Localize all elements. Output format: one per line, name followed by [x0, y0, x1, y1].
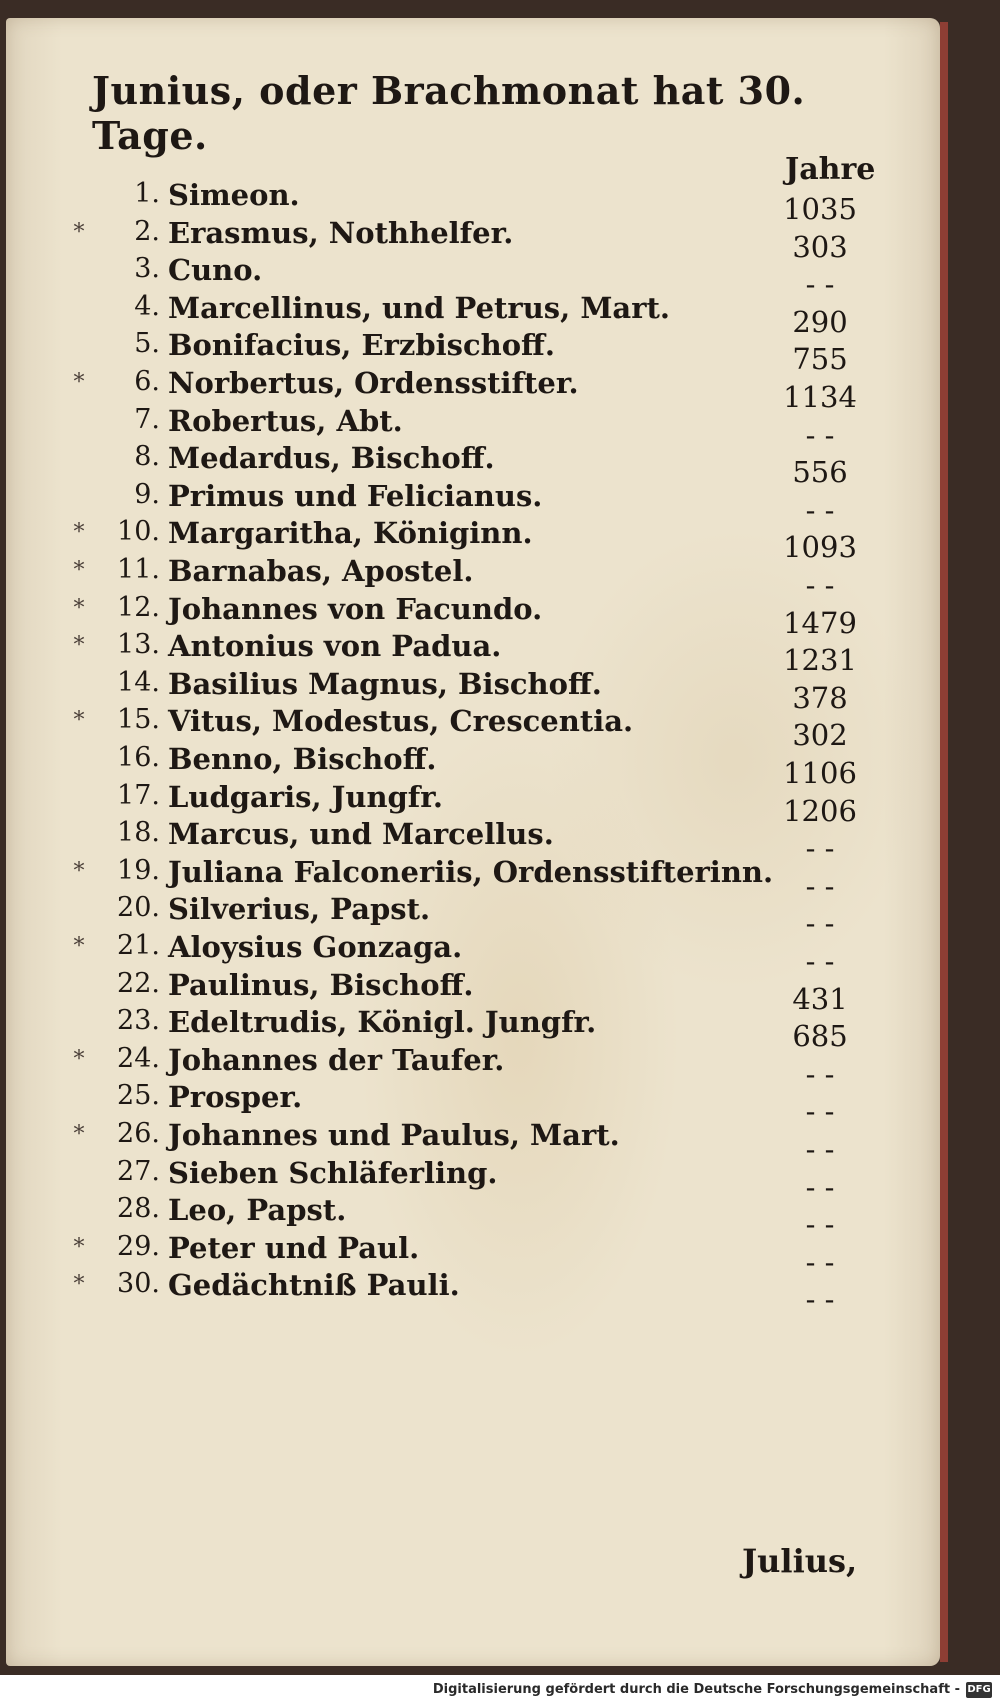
feast-star-icon: *	[73, 1272, 85, 1297]
day-number: 13.	[117, 629, 160, 660]
day-number: 25.	[117, 1080, 160, 1111]
year-value: - -	[805, 1132, 835, 1166]
day-number: 2.	[134, 216, 160, 247]
saint-name: Juliana Falconeriis, Ordensstifterinn.	[168, 855, 774, 889]
day-number: 14.	[117, 667, 160, 698]
day-number: 16.	[117, 742, 160, 773]
year-value: - -	[805, 493, 835, 527]
page-heading: Junius, oder Brachmonat hat 30. Tage.	[92, 68, 806, 158]
saint-name: Gedächtniß Pauli.	[168, 1268, 460, 1302]
day-number: 9.	[134, 479, 160, 510]
calendar-row	[0, 667, 940, 715]
day-number: 19.	[117, 855, 160, 886]
feast-star-icon: *	[73, 558, 85, 583]
year-value: 755	[792, 342, 848, 376]
day-number: 18.	[117, 817, 160, 848]
year-value: 1206	[783, 794, 857, 828]
day-number: 27.	[117, 1156, 160, 1187]
day-number: 23.	[117, 1005, 160, 1036]
saint-name: Prosper.	[168, 1080, 303, 1114]
calendar-row	[0, 930, 940, 978]
footer-credit: Digitalisierung gefördert durch die Deutsche Forschungsgemeinschaft -	[432, 1682, 960, 1697]
year-value: - -	[805, 1207, 835, 1241]
calendar-row	[0, 328, 940, 376]
saint-name: Barnabas, Apostel.	[168, 554, 474, 588]
saint-name: Basilius Magnus, Bischoff.	[168, 667, 602, 701]
calendar-row	[0, 704, 940, 752]
calendar-row	[0, 742, 940, 790]
calendar-row	[0, 629, 940, 677]
year-value: - -	[805, 831, 835, 865]
year-value: - -	[805, 906, 835, 940]
feast-star-icon: *	[73, 934, 85, 959]
saint-name: Silverius, Papst.	[168, 892, 431, 926]
year-value: 431	[792, 982, 848, 1016]
year-value: 1093	[783, 530, 857, 564]
saint-name: Antonius von Padua.	[168, 629, 502, 663]
year-value: 1231	[783, 643, 857, 677]
saint-name: Aloysius Gonzaga.	[168, 930, 463, 964]
page-edge	[940, 22, 948, 1662]
day-number: 10.	[117, 516, 160, 547]
calendar-row	[0, 1080, 940, 1128]
year-value: - -	[805, 1170, 835, 1204]
year-value: - -	[805, 1245, 835, 1279]
saint-name: Leo, Papst.	[168, 1193, 347, 1227]
year-value: - -	[805, 1057, 835, 1091]
year-value: 1106	[783, 756, 857, 790]
day-number: 3.	[134, 253, 160, 284]
saint-name: Marcus, und Marcellus.	[168, 817, 554, 851]
saint-name: Robertus, Abt.	[168, 404, 403, 438]
saint-name: Johannes der Taufer.	[168, 1043, 505, 1077]
year-value: - -	[805, 869, 835, 903]
feast-star-icon: *	[73, 1122, 85, 1147]
feast-star-icon: *	[73, 859, 85, 884]
saint-name: Bonifacius, Erzbischoff.	[168, 328, 555, 362]
year-value: 303	[792, 230, 848, 264]
column-header-years: Jahre	[785, 152, 876, 187]
saint-name: Margaritha, Königinn.	[168, 516, 533, 550]
saint-name: Sieben Schläferling.	[168, 1156, 498, 1190]
calendar-row	[0, 1156, 940, 1204]
saint-name: Simeon.	[168, 178, 300, 212]
calendar-row	[0, 1231, 940, 1279]
feast-star-icon: *	[73, 1047, 85, 1072]
year-value: - -	[805, 944, 835, 978]
year-value: - -	[805, 1282, 835, 1316]
day-number: 7.	[134, 404, 160, 435]
day-number: 15.	[117, 704, 160, 735]
year-value: - -	[805, 1094, 835, 1128]
calendar-row	[0, 216, 940, 264]
day-number: 6.	[134, 366, 160, 397]
year-value: 290	[792, 305, 848, 339]
saint-name: Primus und Felicianus.	[168, 479, 543, 513]
feast-star-icon: *	[73, 708, 85, 733]
calendar-row	[0, 1268, 940, 1316]
year-value: 378	[792, 681, 848, 715]
calendar-row	[0, 479, 940, 527]
year-value: - -	[805, 568, 835, 602]
day-number: 5.	[134, 328, 160, 359]
day-number: 26.	[117, 1118, 160, 1149]
calendar-row	[0, 291, 940, 339]
year-value: 685	[792, 1019, 848, 1053]
day-number: 20.	[117, 892, 160, 923]
calendar-row	[0, 817, 940, 865]
saint-name: Edeltrudis, Königl. Jungfr.	[168, 1005, 597, 1039]
day-number: 4.	[134, 291, 160, 322]
day-number: 24.	[117, 1043, 160, 1074]
saint-name: Paulinus, Bischoff.	[168, 968, 474, 1002]
calendar-row	[0, 178, 940, 226]
saint-name: Johannes von Facundo.	[168, 592, 543, 626]
feast-star-icon: *	[73, 1235, 85, 1260]
day-number: 30.	[117, 1268, 160, 1299]
calendar-row	[0, 441, 940, 489]
calendar-row	[0, 1005, 940, 1053]
saint-name: Marcellinus, und Petrus, Mart.	[168, 291, 670, 325]
saint-name: Johannes und Paulus, Mart.	[168, 1118, 620, 1152]
year-value: - -	[805, 418, 835, 452]
saint-name: Peter und Paul.	[168, 1231, 420, 1265]
saint-name: Norbertus, Ordensstifter.	[168, 366, 579, 400]
year-value: 302	[792, 718, 848, 752]
calendar-row	[0, 1193, 940, 1241]
calendar-row	[0, 1118, 940, 1166]
saint-name: Erasmus, Nothhelfer.	[168, 216, 514, 250]
calendar-row	[0, 404, 940, 452]
calendar-row	[0, 1043, 940, 1091]
year-value: 1479	[783, 606, 857, 640]
calendar-row	[0, 968, 940, 1016]
feast-star-icon: *	[73, 220, 85, 245]
day-number: 21.	[117, 930, 160, 961]
day-number: 12.	[117, 592, 160, 623]
year-value: - -	[805, 267, 835, 301]
day-number: 22.	[117, 968, 160, 999]
calendar-row	[0, 855, 940, 903]
saint-name: Cuno.	[168, 253, 263, 287]
footer-bar	[0, 1675, 1000, 1707]
calendar-row	[0, 516, 940, 564]
feast-star-icon: *	[73, 596, 85, 621]
feast-star-icon: *	[73, 633, 85, 658]
day-number: 28.	[117, 1193, 160, 1224]
feast-star-icon: *	[73, 370, 85, 395]
dfg-logo-icon: DFG	[966, 1682, 992, 1698]
saint-name: Benno, Bischoff.	[168, 742, 437, 776]
day-number: 1.	[134, 178, 160, 209]
day-number: 29.	[117, 1231, 160, 1262]
day-number: 8.	[134, 441, 160, 472]
day-number: 17.	[117, 780, 160, 811]
feast-star-icon: *	[73, 520, 85, 545]
calendar-row	[0, 592, 940, 640]
calendar-row	[0, 366, 940, 414]
saint-name: Vitus, Modestus, Crescentia.	[168, 704, 634, 738]
saint-name: Ludgaris, Jungfr.	[168, 780, 443, 814]
calendar-row	[0, 253, 940, 301]
calendar-row	[0, 554, 940, 602]
saint-name: Medardus, Bischoff.	[168, 441, 495, 475]
calendar-row	[0, 892, 940, 940]
catchword: Julius,	[742, 1542, 858, 1580]
year-value: 1134	[783, 380, 857, 414]
year-value: 556	[792, 455, 848, 489]
calendar-row	[0, 780, 940, 828]
day-number: 11.	[117, 554, 160, 585]
year-value: 1035	[783, 192, 857, 226]
